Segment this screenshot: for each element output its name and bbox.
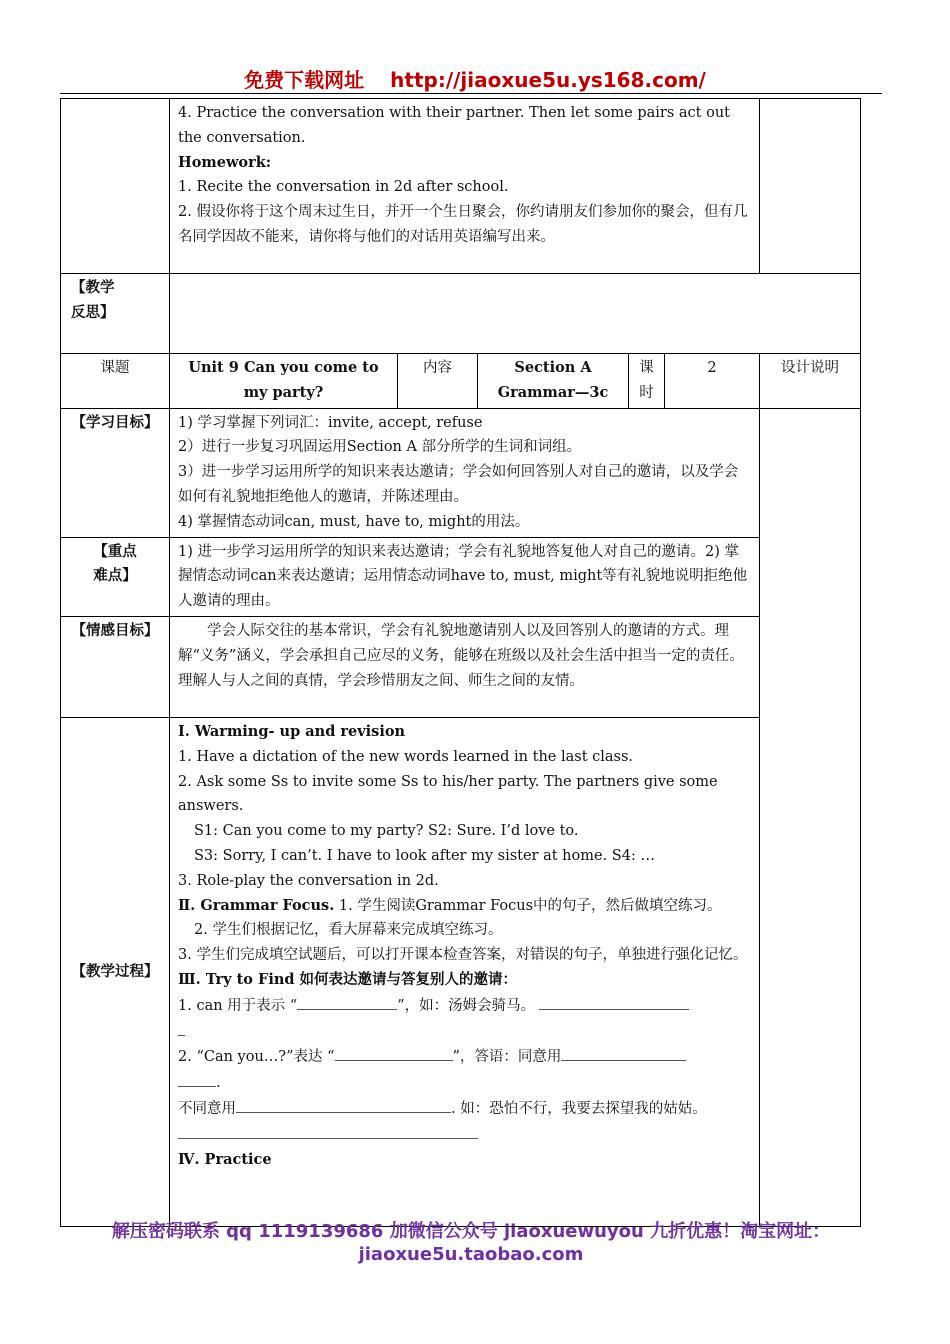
fill-blank-3: 不同意用 . 如：恐怕不行，我要去探望我的姑姑。 [178, 1096, 751, 1122]
fill-blank-1: 1. can 用于表示 “ ”，如：汤姆会骑马。 [178, 993, 751, 1019]
process-content [170, 717, 760, 1226]
topic-label: 课题 [61, 354, 170, 409]
dialog-line-1: S1: Can you come to my party? S2: Sure. I’d love to. [194, 823, 579, 840]
reflection-label: 【教学 反思】 [61, 274, 170, 354]
emotional-goals-content: 学会人际交往的基本常识，学会有礼貌地邀请别人以及回答别人的邀请的方式。理解“义务”涵义，学会承担自己应尽的义务，能够在班级以及社会生活中担当一定的责任。理解人与人之间的真情，学会珍惜朋友之间、师生之间的友情。 [170, 616, 760, 717]
header-rule [60, 93, 882, 94]
homework-title: Homework: [178, 153, 272, 171]
period-value: 2 [665, 354, 760, 409]
design-notes-cell [760, 408, 861, 1226]
reflection-content [170, 274, 861, 354]
emotional-goals-row [61, 616, 861, 717]
key-points-content: 1) 进一步学习运用所学的知识来表达邀请；学会有礼貌地答复他人对自己的邀请。2) 掌握情态动词can来表达邀请；运用情态动词have to, must, might等有礼貌地说明拒绝他人邀请的理由。 [170, 537, 760, 616]
fill-blank-1-cont [178, 1019, 751, 1045]
answer-line [178, 1122, 751, 1148]
reflection-row [61, 274, 861, 354]
page-header [0, 64, 950, 93]
practice-step-4: 4. Practice the conversation with their partner. Then let some pairs act out the conversation. [178, 105, 731, 146]
fill-blank-2-cont: . [178, 1070, 751, 1096]
section-1-item: 1. Have a dictation of the new words learned in the last class. [178, 748, 634, 765]
content-label: 内容 [398, 354, 478, 409]
homework-item-2: 2. 假设你将于这个周末过生日，并开一个生日聚会，你约请朋友们参加你的聚会，但有几名同学因故不能来，请你将与他们的对话用英语编写出来。 [178, 204, 748, 245]
process-label: 【教学过程】 [61, 717, 170, 1226]
objectives-content [170, 408, 760, 537]
header-site-label: 免费下载网址 [244, 68, 365, 92]
section-3-title: Ⅲ. Try to Find 如何表达邀请与答复别人的邀请： [178, 970, 518, 988]
section-4-title: Ⅳ. Practice [178, 1150, 272, 1168]
blank[interactable] [539, 993, 689, 1010]
blank[interactable] [178, 1019, 185, 1036]
footer-line-1: 解压密码联系 qq 1119139686 加微信公众号 jiaoxuewuyou 九折优惠！淘宝网址： [111, 1221, 831, 1242]
design-notes-label: 设计说明 [760, 354, 861, 409]
section-2-item: 1. 学生阅读Grammar Focus中的句子，然后做填空练习。 [334, 897, 722, 914]
objectives-row [61, 408, 861, 537]
key-points-row [61, 537, 861, 616]
section-2-item: 2. 学生们根据记忆，看大屏幕来完成填空练习。 [194, 922, 503, 939]
header-site-url[interactable]: http://jiaoxue5u.ys168.com/ [390, 68, 706, 92]
objective-item: 1) 学习掌握下列词汇：invite, accept, refuse [178, 414, 483, 431]
key-points-label: 【重点 难点】 [61, 537, 170, 616]
homework-item-1: 1. Recite the conversation in 2d after school. [178, 179, 509, 196]
blank[interactable] [236, 1096, 451, 1113]
blank[interactable] [178, 1070, 216, 1087]
objective-item: 4) 掌握情态动词can, must, have to, might的用法。 [178, 513, 530, 530]
dialog-line-2: S3: Sorry, I can’t. I have to look after my sister at home. S4: … [194, 847, 655, 864]
content-value: Section A Grammar—3c [478, 354, 629, 409]
continued-content [170, 99, 760, 274]
continued-label-cell [61, 99, 170, 274]
section-2-title: Ⅱ. Grammar Focus. [178, 896, 335, 914]
process-row [61, 717, 861, 1226]
footer-line-2[interactable]: jiaoxue5u.taobao.com [358, 1244, 584, 1265]
section-2-line-1 [178, 894, 751, 919]
blank[interactable] [178, 1122, 478, 1139]
period-label: 课 时 [629, 354, 665, 409]
page-footer [60, 1220, 882, 1266]
emotional-goals-label: 【情感目标】 [61, 616, 170, 717]
blank[interactable] [561, 1044, 686, 1061]
lesson-header-row [61, 354, 861, 409]
fill-blank-2: 2. “Can you…?”表达 “ ”，答语：同意用 [178, 1044, 751, 1070]
continued-notes-cell [760, 99, 861, 274]
section-2-item: 3. 学生们完成填空试题后，可以打开课本检查答案，对错误的句子，单独进行强化记忆。 [178, 947, 748, 964]
objectives-label: 【学习目标】 [61, 408, 170, 537]
blank[interactable] [335, 1044, 453, 1061]
section-1-item: 3. Role-play the conversation in 2d. [178, 872, 439, 889]
continued-row [61, 99, 861, 274]
topic-value: Unit 9 Can you come to my party? [170, 354, 398, 409]
blank[interactable] [297, 993, 397, 1010]
section-1-title: Ⅰ. Warming- up and revision [178, 722, 406, 740]
section-1-item: 2. Ask some Ss to invite some Ss to his/her party. The partners give some answers. [178, 773, 718, 815]
objective-item: 3）进一步学习运用所学的知识来表达邀请；学会如何回答别人对自己的邀请，以及学会如何有礼貌地拒绝他人的邀请，并陈述理由。 [178, 464, 739, 505]
objective-item: 2）进行一步复习巩固运用Section A 部分所学的生词和词组。 [178, 439, 582, 456]
lesson-plan-table [60, 98, 861, 1227]
